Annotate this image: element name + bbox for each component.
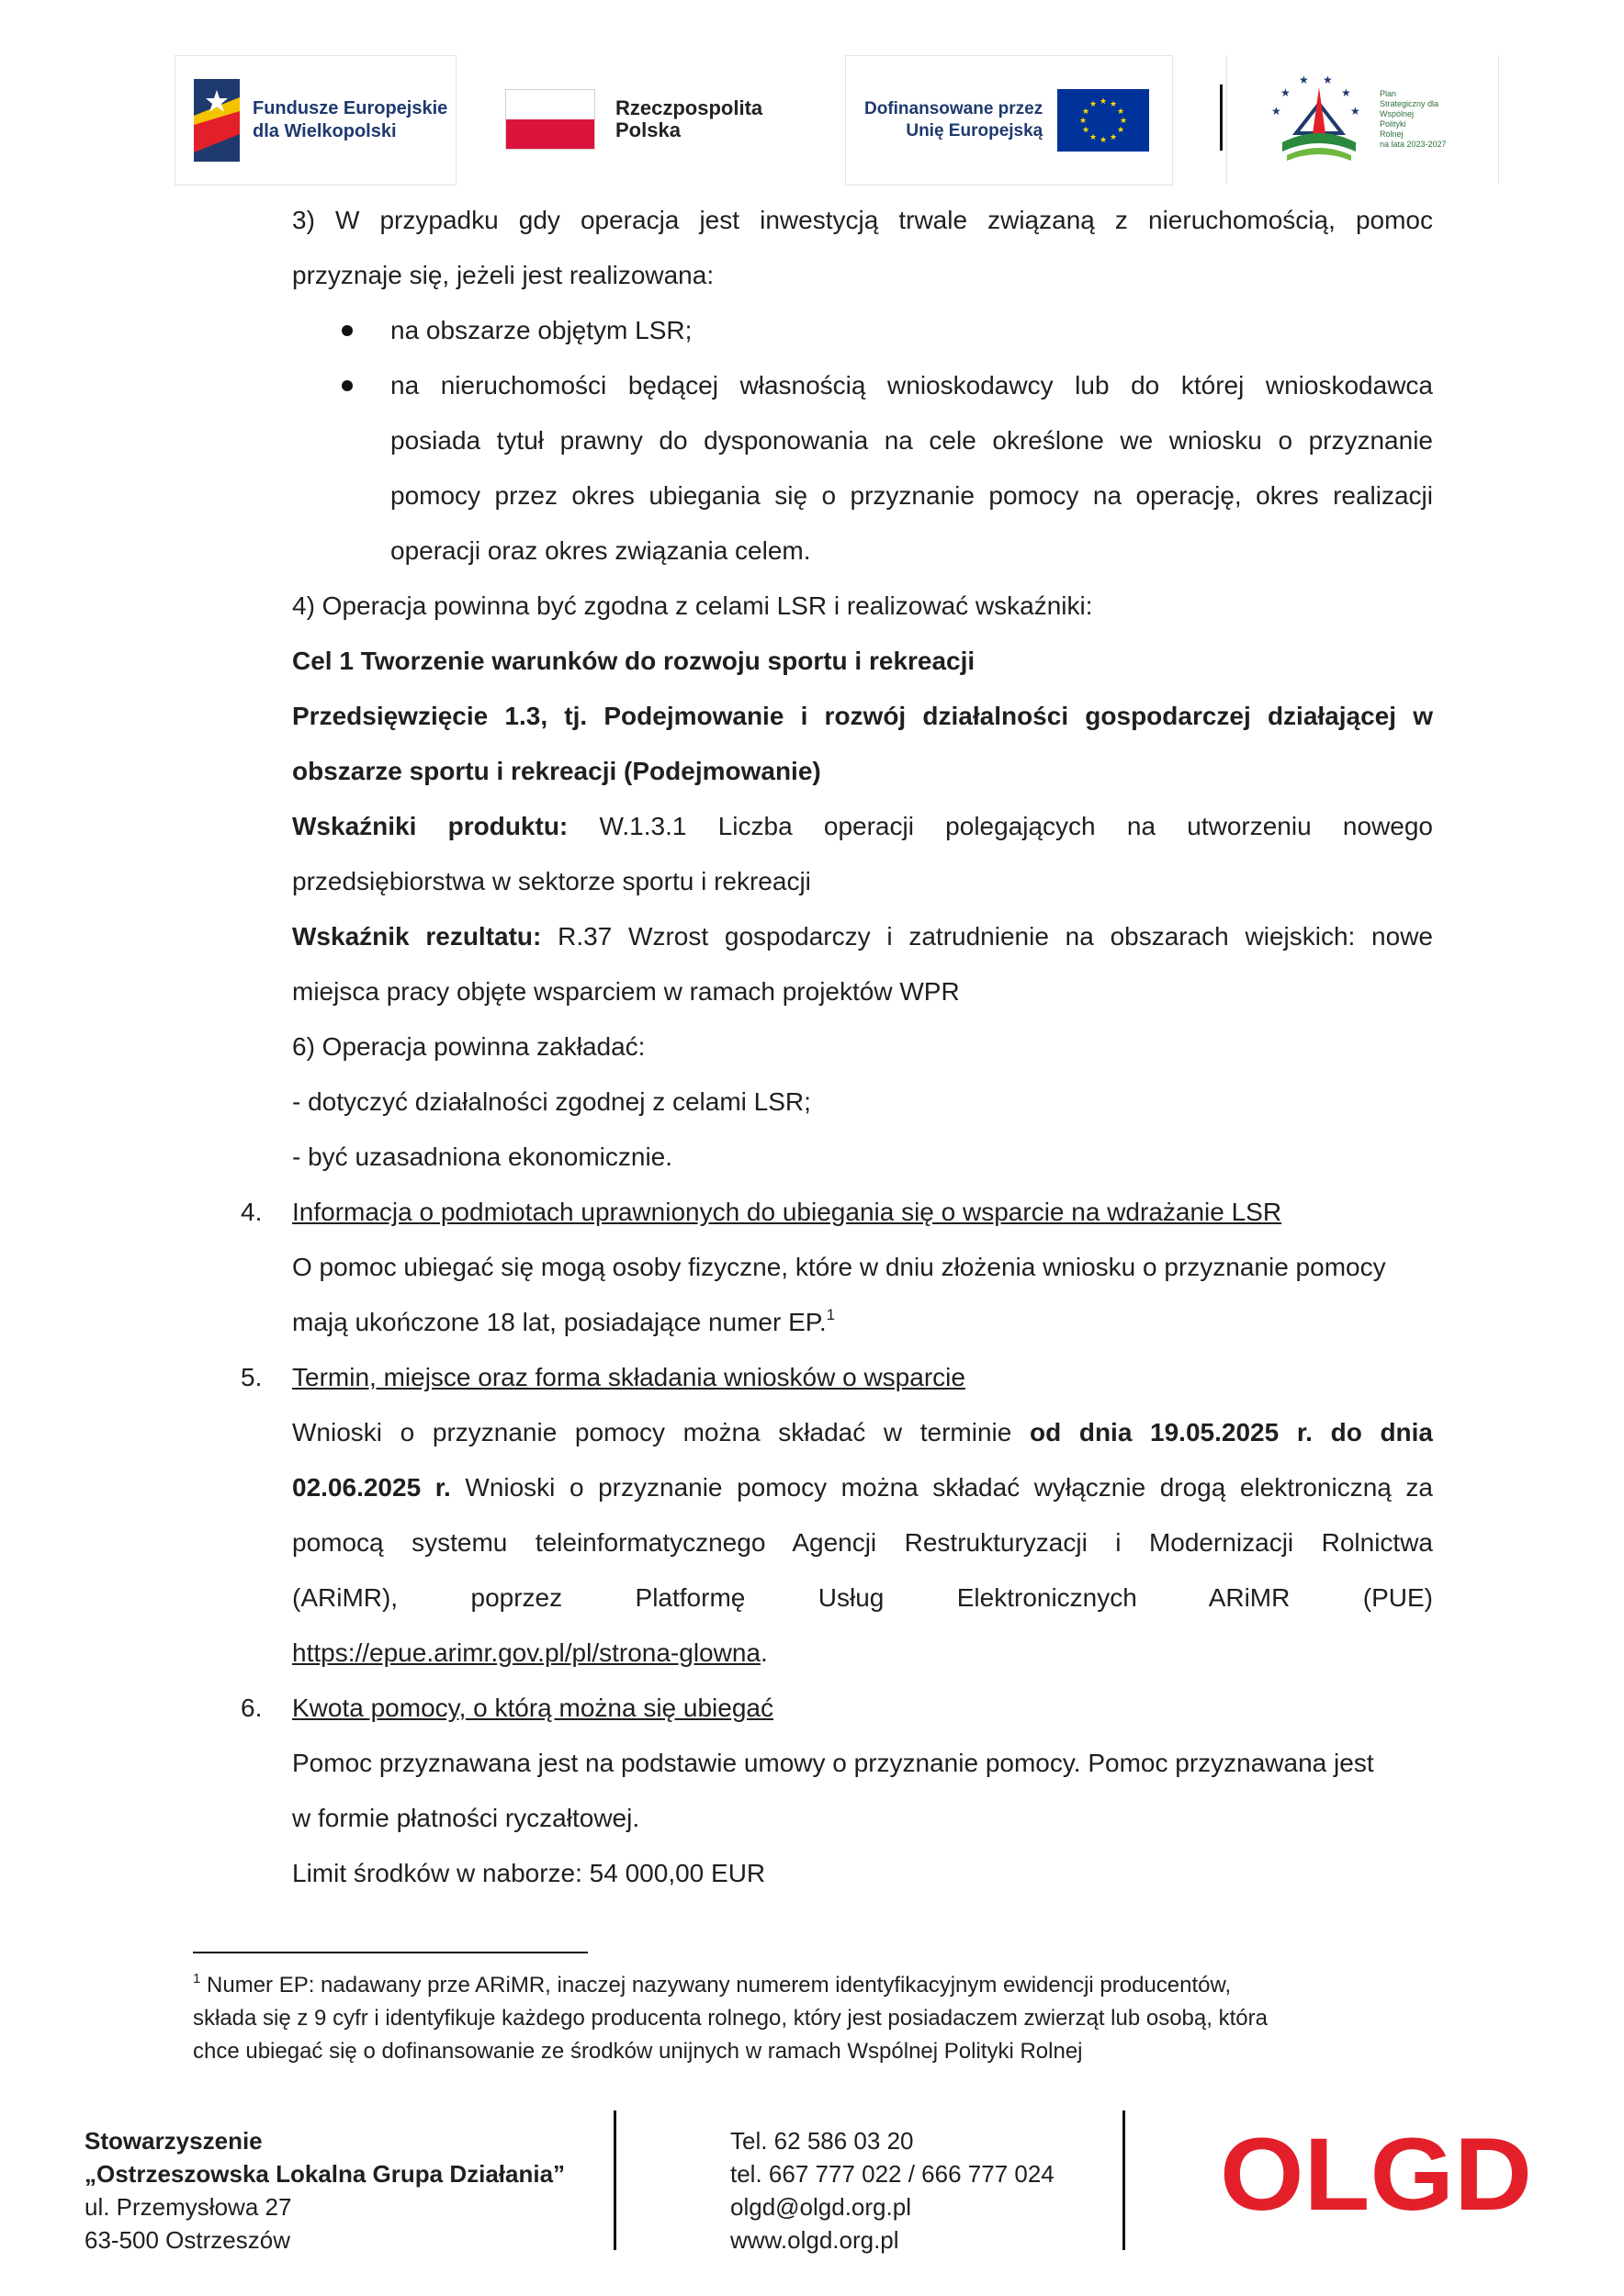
svg-text:★: ★ [1341,86,1351,99]
footer-website[interactable]: www.olgd.org.pl [730,2226,899,2254]
polish-flag-icon [505,89,595,150]
footer-mobile: tel. 667 777 022 / 666 777 024 [730,2160,1054,2188]
bullet-dot [342,380,353,391]
item6-line1: Pomoc przyznawana jest na podstawie umowy o przyznanie pomocy. Pomoc przyznawana jest [292,1749,1374,1777]
eu-logo-line1: Dofinansowane przez [864,99,1043,118]
item6-number: 6. [241,1694,263,1722]
footer-separator [1122,2110,1125,2250]
section4-goal: Cel 1 Tworzenie warunków do rozwoju sportu i rekreacji [292,647,976,675]
item5-number: 5. [241,1363,263,1391]
rp-logo-line2: Polska [615,118,681,141]
olgd-logo-text: OLGD [1220,2129,1532,2221]
svg-text:★: ★ [1100,97,1108,107]
rp-logo-line1: Rzeczpospolita [615,96,763,119]
svg-text:★: ★ [1271,105,1281,118]
logo-rzeczpospolita-polska [487,55,790,184]
psp-logo-text: Plan Strategiczny dla Wspólnej Polityki Rolnej na lata 2023-2027 [1380,89,1447,149]
footnote-ref[interactable]: 1 [826,1306,836,1323]
section6-item1: - dotyczyć działalności zgodnej z celami LSR; [292,1087,811,1116]
header-separator [1220,84,1223,151]
bullet-dot [342,325,353,336]
svg-text:★: ★ [1100,136,1108,145]
fe-logo-line2: dla Wielkopolski [253,121,397,141]
section3-bullet2-line4: operacji oraz okres związania celem. [390,536,811,565]
item4-heading: Informacja o podmiotach uprawnionych do ubiegania się o wsparcie na wdrażanie LSR [292,1198,1282,1226]
fundusze-europejskie-icon [194,79,240,162]
footnote-line3: chce ubiegać się o dofinansowanie ze środków unijnych w ramach Wspólnej Polityki Rolnej [193,2039,1083,2064]
section4-undertaking-line2: obszarze sportu i rekreacji (Podejmowanie) [292,757,821,785]
item4-line2: mają ukończone 18 lat, posiadające numer EP.$^1$ [292,1306,836,1336]
svg-text:★: ★ [1117,126,1125,135]
result-indicator-label: Wskaźnik rezultatu: [292,922,542,951]
fe-logo-line1: Fundusze Europejskie [253,98,448,118]
section3-bullet2-line3: pomocy przez okres ubiegania się o przyznanie pomocy na operację, okres realizacji [390,481,1433,510]
svg-text:★: ★ [1280,86,1291,99]
eu-logo-line2: Unię Europejską [906,121,1043,141]
footer-phone: Tel. 62 586 03 20 [730,2127,914,2155]
plan-strategiczny-icon [1264,69,1374,170]
item5-heading: Termin, miejsce oraz forma składania wniosków o wsparcie [292,1363,965,1391]
item5-line2: 02.06.2025 r. Wnioski o przyznanie pomocy można składać wyłącznie drogą elektroniczną za [292,1473,1433,1502]
pue-link[interactable]: https://epue.arimr.gov.pl/pl/strona-glowna [292,1638,761,1667]
section6-intro: 6) Operacja powinna zakładać: [292,1032,646,1061]
svg-text:★: ★ [1299,73,1309,86]
svg-text:★: ★ [1082,107,1090,117]
section3-bullet1: na obszarze objętym LSR; [390,316,693,344]
item6-heading: Kwota pomocy, o którą można się ubiegać [292,1694,773,1722]
result-indicator-text: R.37 Wzrost gospodarczy i zatrudnienie na obszarach wiejskich: nowe [558,922,1433,951]
olgd-logo [1220,2129,1537,2221]
footnote-line2: składa się z 9 cyfr i identyfikuje każdego producenta rolnego, który jest posiadaczem zwierząt lub osobą, która [193,2006,1268,2031]
section4-result-line [292,918,1433,955]
footnote-line1: $^1$ Numer EP: nadawany prze ARiMR, inaczej nazywany numerem identyfikacyjnym ewidencji producentów, [193,1971,1232,1998]
logo-fundusze-europejskie [175,55,457,186]
section4-product-line [292,808,1433,845]
footnote-separator [193,1952,588,1953]
svg-text:★: ★ [1120,117,1128,126]
section4-product-line2: przedsiębiorstwa w sektorze sportu i rekreacji [292,867,811,895]
section6-item2: - być uzasadniona ekonomicznie. [292,1142,673,1171]
item4-number: 4. [241,1198,263,1226]
logo-plan-strategiczny [1226,55,1499,184]
item5-date-from: od dnia 19.05.2025 r. do dnia [1029,1418,1433,1446]
logo-eu-cofinanced [845,55,1173,186]
svg-text:★: ★ [1350,105,1360,118]
footer-separator [614,2110,616,2250]
item6-limit: Limit środków w naborze: 54 000,00 EUR [292,1859,766,1887]
section4-undertaking-line1: Przedsięwzięcie 1.3, tj. Podejmowanie i rozwój działalności gospodarczej działającej w [292,702,1433,730]
footer-email[interactable]: olgd@olgd.org.pl [730,2193,911,2221]
svg-text:★: ★ [1089,133,1098,142]
item5-date-to: 02.06.2025 r. [292,1473,451,1502]
footer-address-line2: 63-500 Ostrzeszów [85,2226,290,2254]
svg-text:★: ★ [1110,100,1118,109]
section3-bullet2-line2: posiada tytuł prawny do dysponowania na cele określone we wniosku o przyznanie [390,426,1433,455]
section4-result-line2: miejsca pracy objęte wsparciem w ramach projektów WPR [292,977,960,1006]
item4-line1: O pomoc ubiegać się mogą osoby fizyczne, które w dniu złożenia wniosku o przyznanie pomocy [292,1253,1386,1281]
eu-flag-icon [1057,89,1149,152]
section3-line2: przyznaje się, jeżeli jest realizowana: [292,261,715,289]
svg-text:★: ★ [1079,117,1088,126]
item5-line3: pomocą systemu teleinformatycznego Agencji Restrukturyzacji i Modernizacji Rolnictwa [292,1528,1433,1557]
section3-line1: 3) W przypadku gdy operacja jest inwestycją trwale związaną z nieruchomością, pomoc [292,206,1433,234]
svg-text:★: ★ [1117,107,1125,117]
section3-bullet2-line1: na nieruchomości będącej własnością wnioskodawcy lub do której wnioskodawca [390,371,1433,400]
item5-line4: (ARiMR), poprzez Platformę Usług Elektronicznych ARiMR (PUE) [292,1583,1433,1612]
item6-line2: w formie płatności ryczałtowej. [292,1804,640,1832]
section4-intro: 4) Operacja powinna być zgodna z celami LSR i realizować wskaźniki: [292,591,1093,620]
svg-text:★: ★ [1082,126,1090,135]
footer-org-line2: „Ostrzeszowska Lokalna Grupa Działania” [85,2160,566,2188]
svg-text:★: ★ [1323,73,1333,86]
svg-text:★: ★ [1110,133,1118,142]
svg-text:★: ★ [1089,100,1098,109]
footer-address-line1: ul. Przemysłowa 27 [85,2193,292,2221]
product-indicator-label: Wskaźniki produktu: [292,812,569,840]
item5-line1: Wnioski o przyznanie pomocy można składać w terminie od dnia 19.05.2025 r. do dnia [292,1418,1433,1446]
footer-org-line1: Stowarzyszenie [85,2127,263,2155]
product-indicator-text: W.1.3.1 Liczba operacji polegających na utworzeniu nowego [599,812,1433,840]
